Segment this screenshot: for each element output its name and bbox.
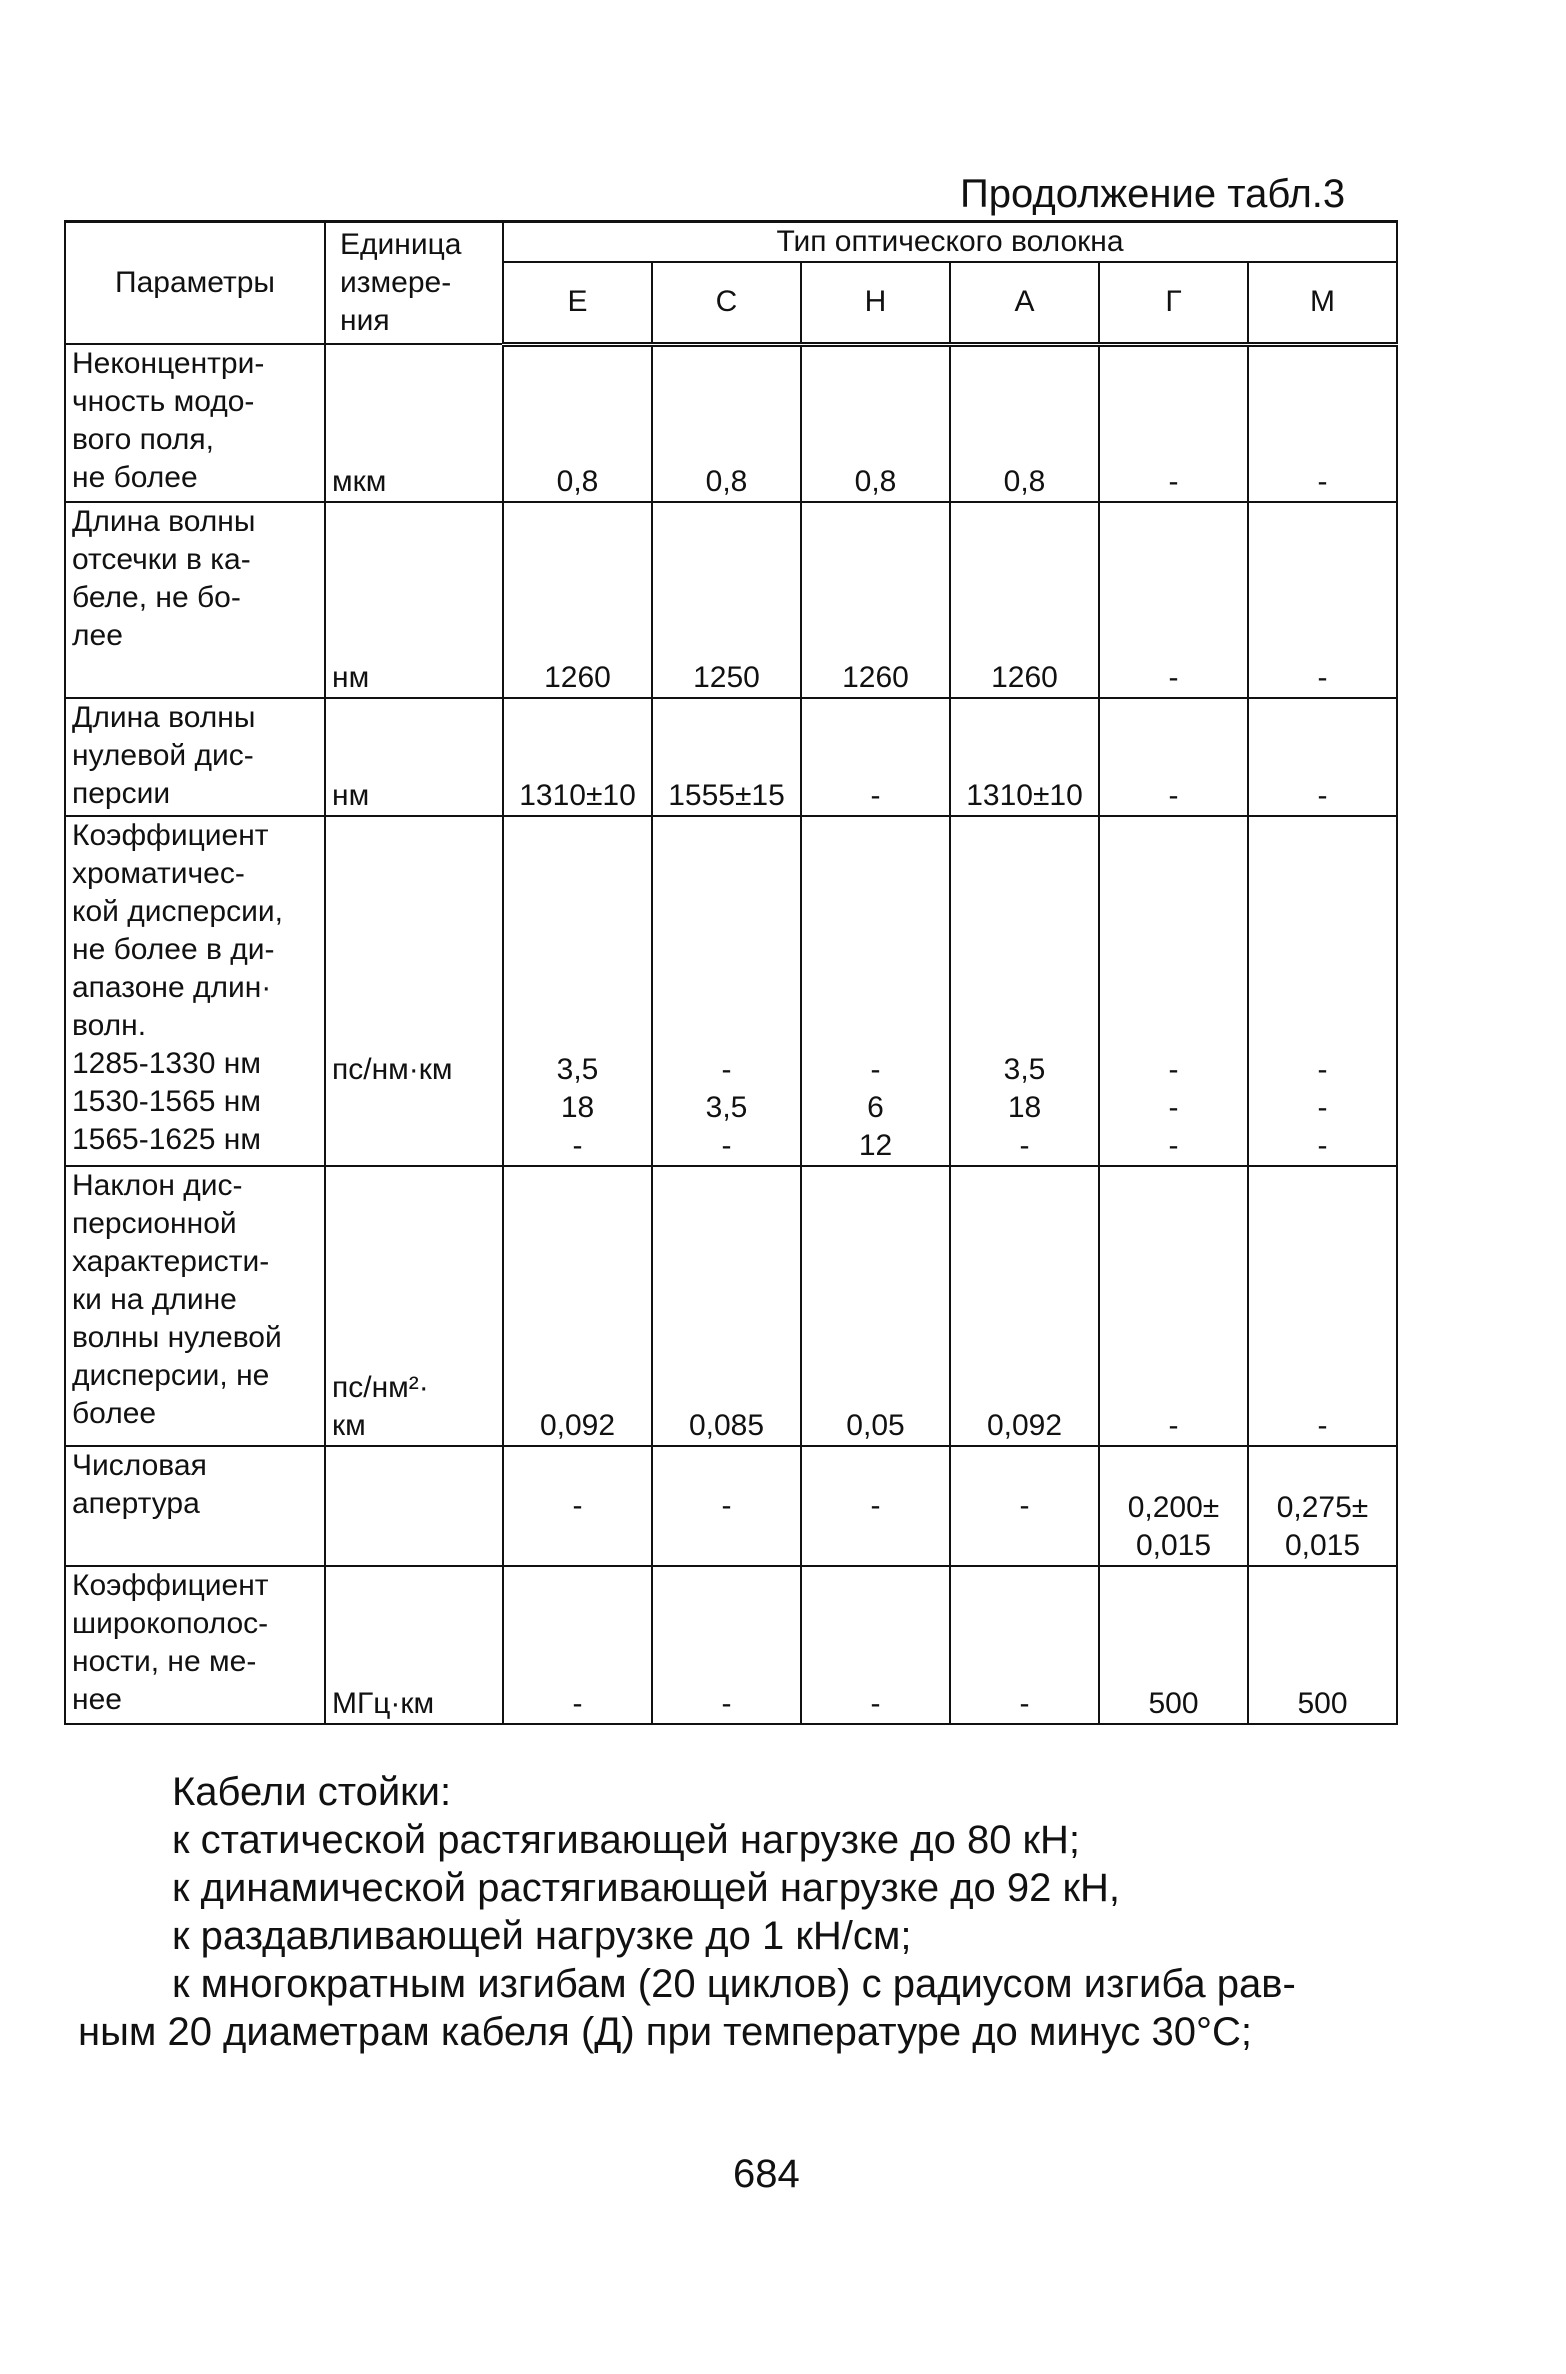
value-line: 0,8 — [1003, 465, 1046, 498]
value-line: - — [572, 1687, 583, 1720]
header-parameters: Параметры — [65, 222, 325, 345]
unit-line: МГц·км — [332, 1687, 435, 1720]
value-line: - — [1317, 1091, 1328, 1124]
value-line: - — [721, 1489, 732, 1522]
parameter-line: Наклон дис- — [72, 1169, 243, 1202]
value-cell — [652, 816, 801, 1166]
value-line: 1555±15 — [668, 779, 785, 812]
paragraph-line: ным 20 диаметрам кабеля (Д) при температуре до минус 30°С; — [78, 2010, 1253, 2054]
value-line: 0,085 — [688, 1409, 765, 1442]
paragraph-line: к раздавливающей нагрузке до 1 кН/см; — [172, 1914, 912, 1958]
parameter-cell — [65, 698, 325, 816]
value-line: 0,015 — [1135, 1529, 1212, 1562]
parameter-line: нее — [72, 1683, 122, 1716]
parameter-line: характеристи- — [72, 1245, 270, 1278]
value-line: - — [1019, 1687, 1030, 1720]
parameter-line: вого поля, — [72, 423, 214, 456]
value-line: - — [1168, 1129, 1179, 1162]
unit-cell — [325, 1166, 503, 1446]
value-line: 12 — [858, 1129, 893, 1162]
parameter-cell — [65, 502, 325, 698]
table-row — [65, 1166, 1397, 1446]
value-line: 1250 — [693, 661, 760, 694]
header-type-e: Е — [503, 262, 652, 344]
value-cell — [950, 816, 1099, 1166]
value-line: 1310±10 — [966, 779, 1083, 812]
value-cell — [503, 1566, 652, 1724]
value-line: 3,5 — [705, 1091, 748, 1124]
value-cell — [652, 502, 801, 698]
parameter-line: кой дисперсии, — [72, 895, 283, 928]
value-cell — [1248, 344, 1397, 502]
table-row — [65, 816, 1397, 1166]
table-body — [65, 344, 1397, 1724]
value-line: 1260 — [842, 661, 909, 694]
unit-line: нм — [332, 661, 370, 694]
parameter-line: нулевой дис- — [72, 739, 254, 772]
parameter-line: чность модо- — [72, 385, 255, 418]
value-cell — [950, 1566, 1099, 1724]
value-cell — [1099, 502, 1248, 698]
unit-line: нм — [332, 779, 370, 812]
parameter-line: ки на длине — [72, 1283, 237, 1316]
value-cell — [1099, 344, 1248, 502]
value-line: - — [1317, 1129, 1328, 1162]
value-line: 0,092 — [986, 1409, 1063, 1442]
value-line: - — [870, 1053, 881, 1086]
unit-line: пс/нм²· — [332, 1371, 429, 1404]
value-line: 3,5 — [1003, 1053, 1046, 1086]
parameter-line: дисперсии, не — [72, 1359, 270, 1392]
value-line: - — [1168, 661, 1179, 694]
parameter-line: 1530-1565 нм — [72, 1085, 261, 1118]
header-unit — [325, 222, 503, 345]
value-cell — [503, 698, 652, 816]
value-line: 0,092 — [539, 1409, 616, 1442]
parameter-cell — [65, 816, 325, 1166]
value-cell — [1248, 502, 1397, 698]
header-type-g: Г — [1099, 262, 1248, 344]
value-cell — [801, 1566, 950, 1724]
value-line: - — [1317, 779, 1328, 812]
value-line: 3,5 — [556, 1053, 599, 1086]
value-cell — [950, 344, 1099, 502]
value-cell — [801, 816, 950, 1166]
value-line: 1260 — [991, 661, 1058, 694]
parameter-line: не более в ди- — [72, 933, 275, 966]
value-line: 1260 — [544, 661, 611, 694]
value-line: 1310±10 — [519, 779, 636, 812]
value-line: - — [572, 1129, 583, 1162]
value-cell — [1099, 1166, 1248, 1446]
value-line: 0,05 — [846, 1409, 905, 1442]
table-row — [65, 1566, 1397, 1724]
value-cell — [1248, 816, 1397, 1166]
value-line: 0,275± — [1276, 1491, 1369, 1524]
parameter-cell — [65, 1446, 325, 1566]
value-cell — [950, 698, 1099, 816]
value-cell — [1248, 1446, 1397, 1566]
value-cell — [503, 1446, 652, 1566]
unit-cell — [325, 344, 503, 502]
parameter-line: более — [72, 1397, 157, 1430]
value-line: 18 — [560, 1091, 595, 1124]
value-line: - — [1168, 1091, 1179, 1124]
value-line: 18 — [1007, 1091, 1042, 1124]
value-line: - — [1168, 1053, 1179, 1086]
header-unit-line: Единица — [340, 228, 462, 261]
parameter-line: хроматичес- — [72, 857, 245, 890]
parameter-line: Числовая — [72, 1449, 207, 1482]
value-line: - — [1019, 1129, 1030, 1162]
value-cell — [652, 698, 801, 816]
parameter-line: лее — [72, 619, 123, 652]
unit-cell — [325, 698, 503, 816]
parameter-line: не более — [72, 461, 198, 494]
parameter-line: 1565-1625 нм — [72, 1123, 261, 1156]
value-line: 0,8 — [854, 465, 897, 498]
value-line: - — [870, 779, 881, 812]
parameter-line: ности, не ме- — [72, 1645, 257, 1678]
unit-line — [332, 1127, 496, 1165]
value-cell — [503, 502, 652, 698]
parameter-line: апертура — [72, 1487, 200, 1520]
value-cell — [503, 816, 652, 1166]
value-cell — [652, 1166, 801, 1446]
parameter-line: персионной — [72, 1207, 237, 1240]
value-line: - — [870, 1687, 881, 1720]
value-line: - — [1317, 1053, 1328, 1086]
value-line: 500 — [1297, 1687, 1348, 1720]
parameter-line: волны нулевой — [72, 1321, 282, 1354]
parameter-cell — [65, 1166, 325, 1446]
value-line: 500 — [1148, 1687, 1199, 1720]
unit-cell — [325, 816, 503, 1166]
header-type-a: А — [950, 262, 1099, 344]
parameter-line: персии — [72, 777, 171, 810]
table-row — [65, 344, 1397, 502]
value-line: - — [721, 1053, 732, 1086]
value-cell — [801, 1166, 950, 1446]
value-line: 0,200± — [1127, 1491, 1220, 1524]
value-line: - — [870, 1489, 881, 1522]
value-cell — [801, 502, 950, 698]
value-cell — [652, 1566, 801, 1724]
parameter-cell — [65, 344, 325, 502]
value-cell — [1248, 1566, 1397, 1724]
parameter-line: волн. — [72, 1009, 147, 1042]
parameter-line: Неконцентри- — [72, 347, 265, 380]
header-type-m: М — [1248, 262, 1397, 344]
parameter-line: Коэффициент — [72, 1569, 269, 1602]
value-line: 0,015 — [1284, 1529, 1361, 1562]
value-cell — [801, 344, 950, 502]
value-cell — [1099, 816, 1248, 1166]
value-cell — [801, 1446, 950, 1566]
value-line: - — [572, 1489, 583, 1522]
value-cell — [950, 502, 1099, 698]
unit-cell — [325, 1566, 503, 1724]
value-cell — [652, 344, 801, 502]
table-row — [65, 698, 1397, 816]
value-cell — [801, 698, 950, 816]
page-number: 684 — [733, 2152, 800, 2196]
parameter-line: широкополос- — [72, 1607, 269, 1640]
parameter-line: 1285-1330 нм — [72, 1047, 261, 1080]
value-line: - — [1168, 779, 1179, 812]
parameter-line: беле, не бо- — [72, 581, 241, 614]
table-row — [65, 1446, 1397, 1566]
header-unit-line: измере- — [340, 266, 452, 299]
table-row — [65, 502, 1397, 698]
value-cell — [1099, 698, 1248, 816]
parameter-line: Коэффициент — [72, 819, 269, 852]
value-cell — [503, 344, 652, 502]
value-line: - — [1019, 1489, 1030, 1522]
parameter-line: Длина волны — [72, 701, 256, 734]
paragraph-line: к статической растягивающей нагрузке до 80 кН; — [172, 1818, 1081, 1862]
unit-line: км — [332, 1409, 366, 1442]
value-line: - — [1317, 465, 1328, 498]
parameter-line: апазоне длин· — [72, 971, 272, 1004]
unit-cell — [325, 1446, 503, 1566]
value-cell — [1099, 1446, 1248, 1566]
unit-line: пс/нм·км — [332, 1053, 453, 1086]
parameter-line: отсечки в ка- — [72, 543, 251, 576]
value-line: - — [1317, 661, 1328, 694]
value-line: - — [1317, 1409, 1328, 1442]
parameter-cell — [65, 1566, 325, 1724]
value-cell — [950, 1166, 1099, 1446]
value-line: 0,8 — [556, 465, 599, 498]
paragraph-line: Кабели стойки: — [172, 1770, 452, 1814]
unit-line — [332, 1089, 496, 1127]
unit-line: мкм — [332, 465, 387, 498]
value-line: 0,8 — [705, 465, 748, 498]
value-line: 6 — [867, 1091, 884, 1124]
value-cell — [1248, 1166, 1397, 1446]
unit-cell — [325, 502, 503, 698]
table-caption: Продолжение табл.3 — [960, 172, 1346, 216]
paragraph-line: к динамической растягивающей нагрузке до 92 кН, — [172, 1866, 1121, 1910]
header-unit-line: ния — [340, 304, 390, 337]
value-cell — [652, 1446, 801, 1566]
value-cell — [950, 1446, 1099, 1566]
parameter-line: Длина волны — [72, 505, 256, 538]
header-type-n: Н — [801, 262, 950, 344]
paragraph-line: к многократным изгибам (20 циклов) с радиусом изгиба рав- — [172, 1962, 1296, 2006]
value-line: - — [1168, 1409, 1179, 1442]
value-line: - — [721, 1687, 732, 1720]
fiber-parameters-table — [64, 220, 1398, 1725]
value-line: - — [1168, 465, 1179, 498]
value-cell — [503, 1166, 652, 1446]
value-cell — [1248, 698, 1397, 816]
header-fiber-type-group: Тип оптического волокна — [503, 222, 1397, 263]
value-line: - — [721, 1129, 732, 1162]
header-type-s: С — [652, 262, 801, 344]
value-cell — [1099, 1566, 1248, 1724]
